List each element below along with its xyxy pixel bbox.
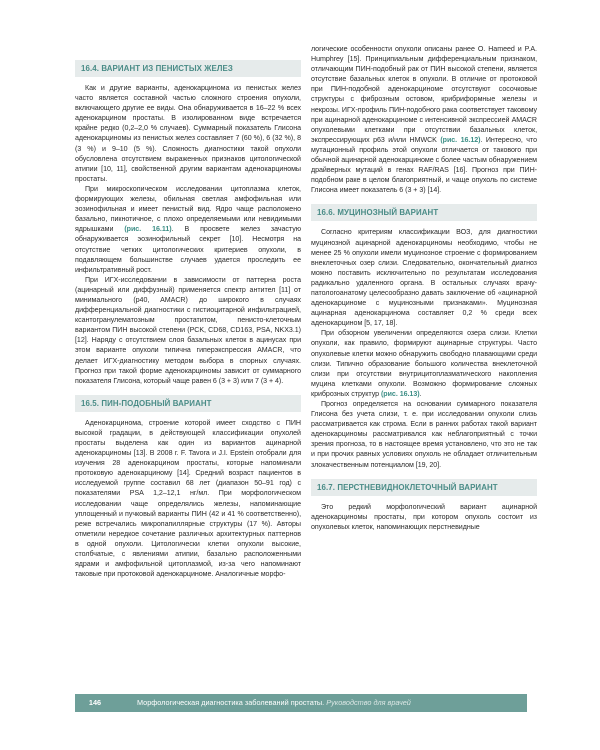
- figure-reference-link[interactable]: (рис. 16.12): [440, 135, 481, 144]
- running-title: Морфологическая диагностика заболеваний простаты. Руководство для врачей: [137, 698, 411, 707]
- right-column: [311, 44, 537, 532]
- paragraph: Согласно критериям классификации ВОЗ, для диагностики муцинозной ацинарной аденокарциномы необходимо, чтобы не менее 25 % опухоли имели муцинозное строение с формированием внеклеточных озер слизи. Следовательно, окончательный диагноз можно поставить исключительно по результатам исследования радикально удаленного органа. В остальных случаях врачу-патологоанатому целесообразно давать заключение об «ацинарной аденокарциноме с муцинозными признаками». Муцинозная ацинарная аденокарцинома составляет 0,2 % среди всех аденокарцином [5, 17, 18].: [311, 228, 537, 328]
- paragraph: При ИГХ-исследовании в зависимости от паттерна роста (ацинарный или диффузный) применяется спектр антител [11] от минимального (p40, AMACR) до широкого в случаях дифференциальной диагностики с гистиоцитарной инфильтрацией, ксантогранулематозным простатитом, пенисто-клеточным вариантом ПИН высокой степени (PCK, CD68, CD163, PSA, NKX3.1) [12]. Наряду с отсутствием слоя базальных клеток в ацинусах при этом варианте опухоли типична гиперэкспрессия AMACR, что делает ИГХ-диагностику методом выбора в спорных случаях. Прогноз при такой форме аденокарциномы зависит от суммарного показателя Глисона, который чаще равен 6 (3 + 3) или 7 (3 + 4).: [75, 275, 301, 385]
- paragraph: Как и другие варианты, аденокарцинома из пенистых желез часто является составной частью сложного строения опухоли, включающего другие ее виды. Она обнаруживается в 16–22 % всех аденокарцином простаты. В изолированном виде встречается крайне редко (0,2–2,0 % случаев). Суммарный показатель Глисона аденокарциномы из пенистых желез составляет 7 (60 %), 6 (32 %), 8 (3 %) и 9–10 (5 %). Сложность диагностики такой опухоли обусловлена отсутствием выраженных признаков цитологической атипии [10, 11], свойственной другим вариантам аденокарциномы простаты.: [75, 84, 301, 183]
- section-heading-16-5: 16.5. ПИН-ПОДОБНЫЙ ВАРИАНТ: [75, 395, 301, 412]
- figure-reference-link[interactable]: (рис. 16.11): [124, 225, 172, 234]
- paragraph: При микроскопическом исследовании цитоплазма клеток, формирующих железы, обильная светлая амфофильная или эозинофильная и имеет пенистый вид. Ядро чаще расположено базально, пикнотичное, с плохо определяемыми или невидимыми ядрышками (рис. 16.11). В просвете желез зачастую обнаруживается эозинофильный секрет [10]. Несмотря на отсутствие четких цитологических критериев опухоли, в подавляющем большинстве случаев удается проследить ее инфильтративный рост.: [75, 184, 302, 274]
- page-footer: [75, 694, 527, 712]
- left-column: [75, 60, 301, 579]
- paragraph: Это редкий морфологический вариант ацинарной аденокарциномы простаты, при котором опухоль состоит из опухолевых клеток, напоминающих перстневидные: [311, 502, 537, 531]
- section-heading-16-4: 16.4. ВАРИАНТ ИЗ ПЕНИСТЫХ ЖЕЛЕЗ: [75, 60, 301, 77]
- section-heading-16-7: 16.7. ПЕРСТНЕВИДНОКЛЕТОЧНЫЙ ВАРИАНТ: [311, 479, 537, 496]
- paragraph: Прогноз определяется на основании суммарного показателя Глисона без учета слизи, т. е. при исследовании опухоли слизь рассматривается как строма. Если в ранних работах такой вариант аденокарциномы рассматривался как неблагоприятный с точки зрения прогноза, то в настоящее время установлено, что это не так и при прочих равных условиях опухоль не обладает отличительным злокачественным потенциалом [19, 20].: [311, 400, 537, 469]
- paragraph: При обзорном увеличении определяются озера слизи. Клетки опухоли, как правило, формируют ацинарные структуры. Часто опухолевые клетки можно обнаружить свободно плавающими среди слизи. Типично образование большого количества внеклеточной слизи при отсутствии внутрицитоплазматического накопления муцина клетками опухоли. Возможно формирование сложных криброзных структур (рис. 16.13).: [311, 329, 537, 398]
- paragraph: логические особенности опухоли описаны ранее O. Hameed и P.A. Humphrey [15]. Принципиальным дифференциальным признаком, отличающим ПИН-подобный рак от ПИН высокой степени, является отсутствие базальных клеток в опухоли. В отличие от протоковой при ПИН-подобной аденокарциноме отсутствуют сосочковые структуры с фиброзным остовом, крибриформные железы и некрозы. ИГХ-профиль ПИН-подобного рака соответствует таковому при ацинарной аденокарциноме с интенсивной экспрессией AMACR опухолевыми клетками при отсутствии базальных клеток, экспрессирующих p63 и/или HMWCK (рис. 16.12). Интересно, что мутационный профиль этой опухоли отличается от такового при обычной ацинарной аденокарциноме с более частым обнаружением драйверных мутаций в генах RAF/RAS [16]. Прогноз при ПИН-подобном раке в целом благоприятный, и чаще опухоль по системе Глисона имеет показатель 6 (3 + 3) [14].: [311, 45, 538, 195]
- figure-reference-link[interactable]: (рис. 16.13): [380, 389, 420, 398]
- page-number: 146: [88, 698, 102, 707]
- paragraph: Аденокарцинома, строение которой имеет сходство с ПИН высокой градации, в действующей классификации опухолей простаты выделена как один из вариантов ацинарной аденокарциномы [13]. В 2008 г. F. Tavora и J.I. Epstein отобрали для изучения 28 аденокарцином простаты, которые напоминали протоковую аденокарциному [14]. Средний возраст пациентов в исследуемой группе составил 68 лет (диапазон 50–91 год) с показателями PSA 1,2–12,1 нг/мл. При морфологическом исследовании чаще определялись железы, напоминающие уплощенный и пучковый варианты ПИН (42 и 41 % соответственно), реже встречались микропапиллярные структуры (17 %). Авторы отметили нередкое сочетание различных архитектурных паттернов в одной опухоли. Цитологически клетки опухоли высокие, столбчатые, с явлениями атипии, базально расположенными ядрами и амфофильной цитоплазмой, из-за чего напоминают таковые при протоковой аденокарциноме. Аналогичные морфо-: [75, 418, 301, 579]
- section-heading-16-6: 16.6. МУЦИНОЗНЫЙ ВАРИАНТ: [311, 204, 537, 221]
